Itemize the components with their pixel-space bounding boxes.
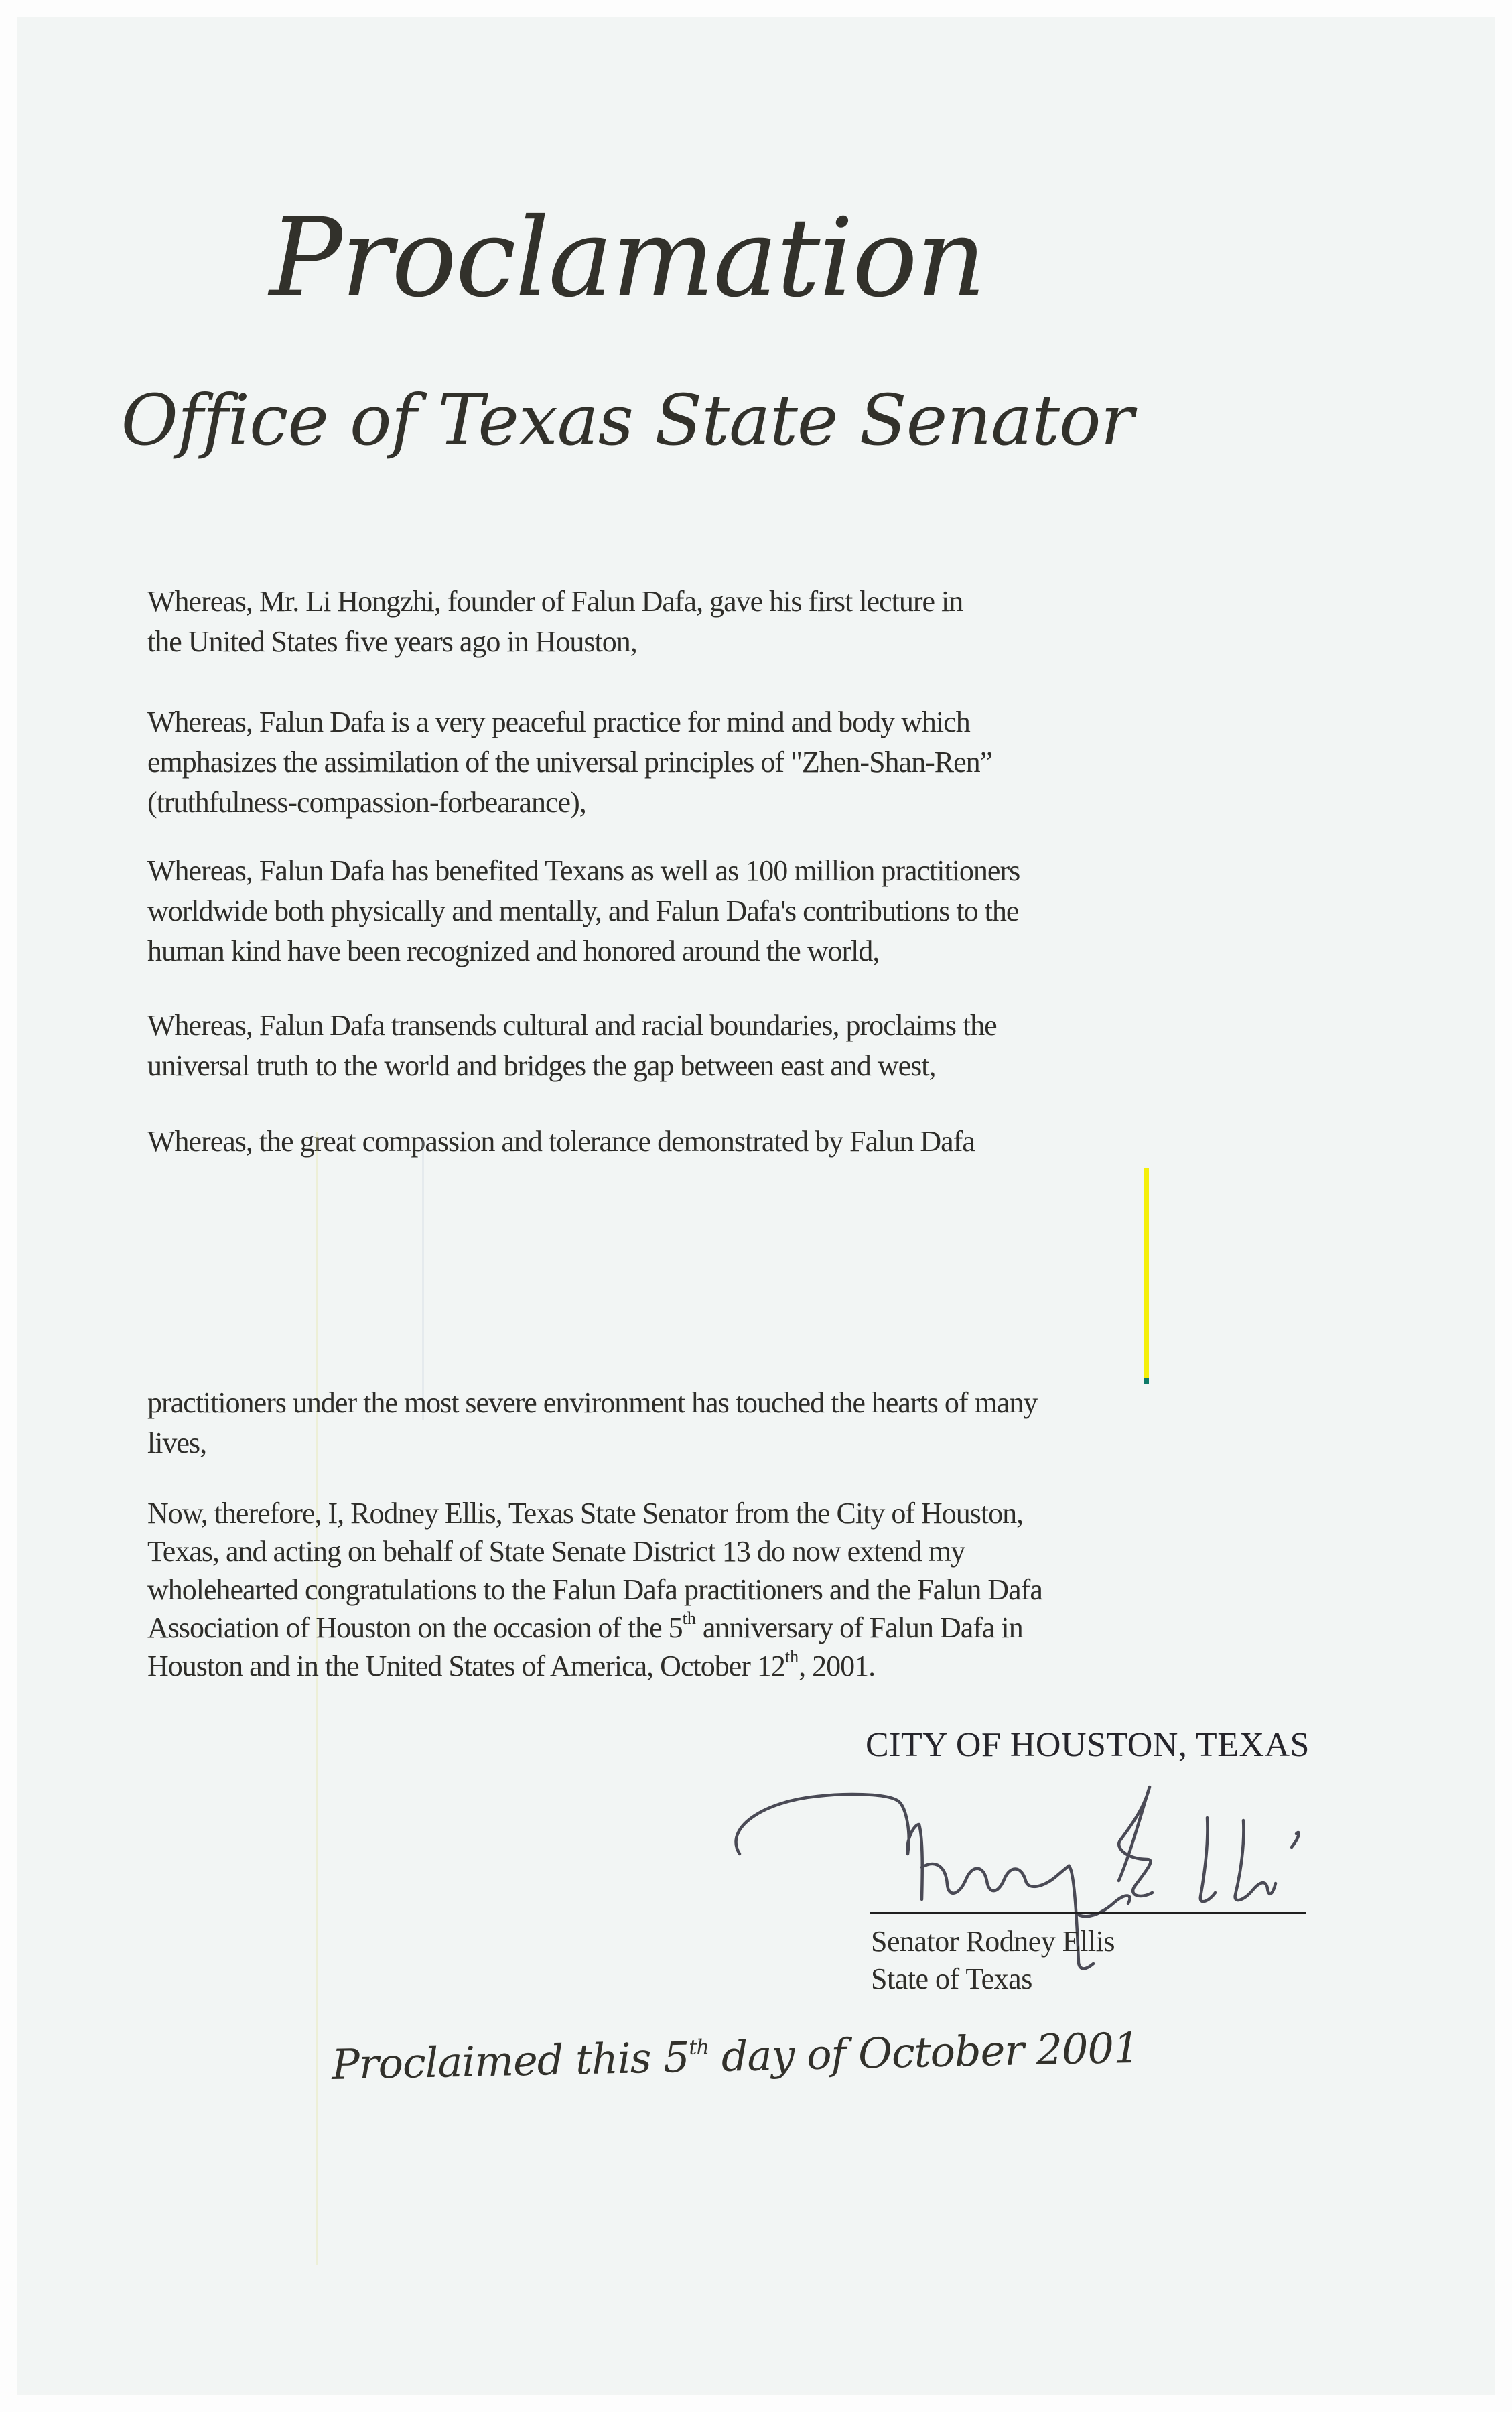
text-line: Whereas, Mr. Li Hongzhi, founder of Falun Dafa, gave his first lecture in [147,585,963,618]
ordinal-superscript: th [689,2035,709,2060]
proclaimed-date-line [331,2023,1140,2089]
whereas-paragraph-2 [147,702,992,823]
signer-state-line: State of Texas [871,1962,1032,1995]
page-subtitle: Office of Texas State Senator [121,379,1133,461]
page-title: Proclamation [269,196,985,322]
text-line: Association of Houston on the occasion of the 5th anniversary of Falun Dafa in [147,1609,1023,1644]
text-line: Whereas, Falun Dafa is a very peaceful practice for mind and body which [147,706,970,738]
whereas-paragraph-3 [147,851,1020,972]
signature-line [870,1912,1306,1914]
whereas-paragraph-4 [147,1006,997,1086]
highlight-mark [1144,1168,1149,1384]
whereas-paragraph-5 [147,1122,975,1162]
text-segment: Association of Houston on the occasion of the 5 [147,1611,683,1644]
text-line: worldwide both physically and mentally, and Falun Dafa's contributions to the [147,894,1019,927]
text-line: human kind have been recognized and honored around the world, [147,935,880,967]
scan-streak [316,1132,318,2265]
text-line: universal truth to the world and bridges the gap between east and west, [147,1049,936,1082]
text-line: Texas, and acting on behalf of State Senate District 13 do now extend my [147,1535,965,1568]
text-line: Whereas, Falun Dafa has benefited Texans as well as 100 million practitioners [147,854,1020,887]
text-line: Whereas, the great compassion and tolerance demonstrated by Falun Dafa [147,1125,975,1158]
scan-streak [422,1139,424,1420]
whereas-paragraph-5-continued [147,1383,1037,1463]
text-line: wholehearted congratulations to the Falun Dafa practitioners and the Falun Dafa [147,1573,1042,1606]
city-of-houston-line: CITY OF HOUSTON, TEXAS [866,1726,1310,1764]
text-segment: , 2001. [799,1650,876,1682]
text-segment: anniversary of Falun Dafa in [695,1611,1023,1644]
text-line: Whereas, Falun Dafa transends cultural and racial boundaries, proclaims the [147,1009,997,1042]
highlight-tip [1144,1378,1149,1384]
text-line: lives, [147,1426,207,1459]
text-line: (truthfulness-compassion-forbearance), [147,786,586,819]
text-line: Now, therefore, I, Rodney Ellis, Texas State Senator from the City of Houston, [147,1497,1024,1530]
text-line: the United States five years ago in Houston, [147,625,637,658]
whereas-paragraph-1 [147,582,963,662]
text-segment: Proclaimed this 5 [331,2032,690,2089]
text-line: practitioners under the most severe environment has touched the hearts of many [147,1386,1038,1419]
text-line: emphasizes the assimilation of the universal principles of "Zhen-Shan-Ren” [147,746,993,779]
now-therefore-paragraph [147,1494,1042,1685]
text-line: Houston and in the United States of America, October 12th, 2001. [147,1647,876,1682]
text-segment: day of October 2001 [708,2023,1140,2082]
text-segment: Houston and in the United States of America, October 12 [147,1650,785,1682]
signer-name-line: Senator Rodney Ellis [871,1925,1115,1958]
